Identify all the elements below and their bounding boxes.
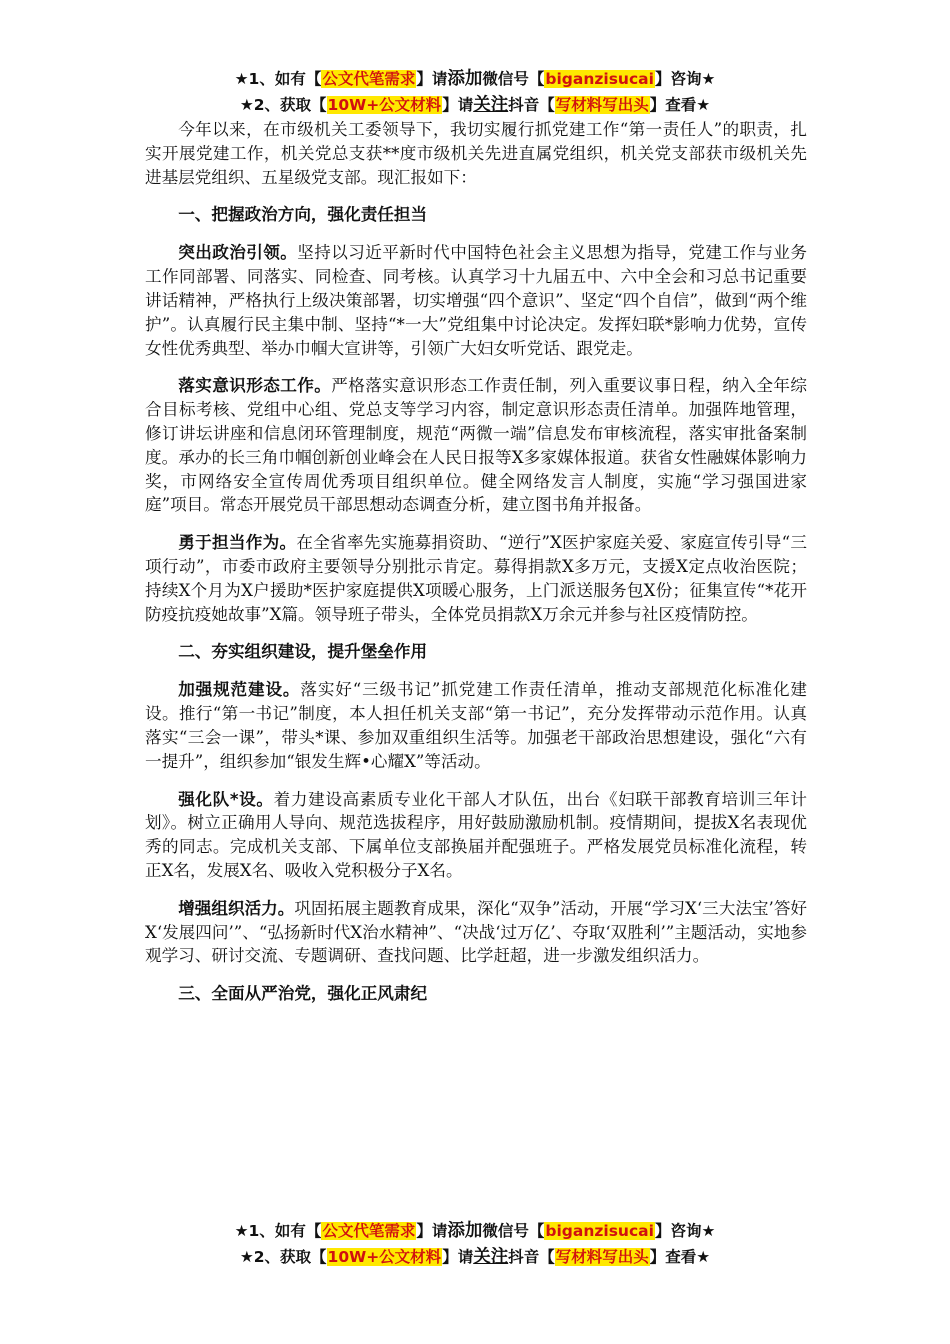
paragraph-lead: 强化队*设。 bbox=[178, 789, 274, 809]
banner-text: 】请 bbox=[416, 1222, 448, 1240]
paragraph-ideology-work bbox=[145, 374, 807, 517]
banner-text: ★1、如有【 bbox=[234, 70, 322, 88]
banner-line-2 bbox=[0, 1244, 950, 1270]
paragraph-text: 坚持以习近平新时代中国特色社会主义思想为指导，党建工作与业务工作同部署、同落实、同检查、同考核。认真学习十九届五中、六中全会和习总书记重要讲话精神，严格执行上级决策部署，切实增强“四个意识”、坚定“四个自信”，做到“两个维护”。认真履行民主集中制、坚持“*一大”党组集中讨论决定。发挥妇联*影响力优势，宣传女性优秀典型、举办巾帼大宣讲等，引领广大妇女听党话、跟党走。 bbox=[145, 243, 808, 358]
banner-line-1 bbox=[0, 1218, 950, 1244]
banner-line-2 bbox=[0, 92, 950, 118]
section-heading-1: 一、把握政治方向，强化责任担当 bbox=[178, 205, 428, 225]
banner-text: ★2、获取【 bbox=[239, 1248, 327, 1266]
banner-text: 】请 bbox=[442, 96, 474, 114]
intro-paragraph: 今年以来，在市级机关工委领导下，我切实履行抓党建工作“第一责任人”的职责，扎实开展党建工作，机关党总支获**度市级机关先进直属党组织，机关党支部获市级机关先进基层党组织、五星级党支部。现汇报如下： bbox=[145, 120, 807, 187]
banner-text: ★1、如有【 bbox=[234, 1222, 322, 1240]
banner-emphasis: 添加 bbox=[447, 1221, 483, 1241]
banner-text: 】请 bbox=[442, 1248, 474, 1266]
banner-emphasis: 关注 bbox=[473, 1247, 509, 1267]
banner-line-1 bbox=[0, 66, 950, 92]
highlight-service: 公文代笔需求 bbox=[322, 1222, 416, 1240]
paragraph-team-building bbox=[145, 788, 807, 883]
top-banner bbox=[0, 66, 950, 118]
paragraph-text: 巩固拓展主题教育成果，深化“双争”活动，开展“学习X‘三大法宝’答好X‘发展四问’”、“弘扬新时代X治水精神”、“决战‘过万亿’、夺取‘双胜利’”主题活动，实地参观学习、研讨交流、专题调研、查找问题、比学赶超，进一步激发组织活力。 bbox=[145, 898, 808, 966]
document-body bbox=[145, 118, 807, 1006]
highlight-douyin-account: 写材料写出头 bbox=[555, 96, 649, 114]
banner-text: 微信号【 bbox=[482, 1222, 545, 1240]
section-heading-3: 三、全面从严治党，强化正风肃纪 bbox=[178, 984, 428, 1004]
banner-text: 抖音【 bbox=[508, 1248, 555, 1266]
paragraph-text: 着力建设高素质专业化干部人才队伍，出台《妇联干部教育培训三年计划》。树立正确用人导向、规范选拔程序，用好鼓励激励机制。疫情期间，提拔X名表现优秀的同志。完成机关支部、下属单位支部换届并配强班子。严格发展党员标准化流程，转正X名，发展X名、吸收入党积极分子X名。 bbox=[145, 789, 808, 880]
paragraph-lead: 加强规范建设。 bbox=[178, 680, 301, 700]
paragraph-lead: 勇于担当作为。 bbox=[178, 533, 297, 553]
banner-text: 】咨询★ bbox=[654, 70, 716, 88]
paragraph-text: 严格落实意识形态工作责任制，列入重要议事日程，纳入全年综合目标考核、党组中心组、党总支等学习内容，制定意识形态责任清单。加强阵地管理，修订讲坛讲座和信息闭环管理制度，规范“两微一端”信息发布审核流程，落实审批备案制度。承办的长三角巾帼创新创业峰会在人民日报等X多家媒体报道。获省女性融媒体影响力奖，市网络安全宣传周优秀项目组织单位。健全网络发言人制度，实施“学习强国进家庭”项目。常态开展党员干部思想动态调查分析，建立图书角并报备。 bbox=[145, 376, 808, 515]
banner-text: 】查看★ bbox=[649, 96, 711, 114]
banner-emphasis: 关注 bbox=[473, 95, 509, 115]
highlight-douyin-account: 写材料写出头 bbox=[555, 1248, 649, 1266]
highlight-wechat-id: biganzisucai bbox=[545, 70, 654, 88]
highlight-materials: 10W+公文材料 bbox=[327, 1248, 442, 1266]
banner-text: 】请 bbox=[416, 70, 448, 88]
bottom-banner bbox=[0, 1218, 950, 1270]
paragraph-organization-vitality bbox=[145, 897, 807, 968]
banner-text: 】查看★ bbox=[649, 1248, 711, 1266]
paragraph-lead: 落实意识形态工作。 bbox=[178, 376, 332, 396]
paragraph-responsibility bbox=[145, 531, 807, 626]
banner-text: ★2、获取【 bbox=[239, 96, 327, 114]
highlight-materials: 10W+公文材料 bbox=[327, 96, 442, 114]
banner-text: 】咨询★ bbox=[654, 1222, 716, 1240]
paragraph-text: 在全省率先实施募捐资助、“逆行”X医护家庭关爱、家庭宣传引导“三项行动”，市委市政府主要领导分别批示肯定。募得捐款X多万元，支援X定点收治医院；持续X个月为X户援助*医护家庭提供X项暖心服务，上门派送服务包X份；征集宣传“*花开防疫抗疫她故事”X篇。领导班子带头，全体党员捐款X万余元并参与社区疫情防控。 bbox=[145, 533, 808, 624]
paragraph-political-guidance bbox=[145, 241, 807, 360]
banner-text: 抖音【 bbox=[508, 96, 555, 114]
section-heading-2: 二、夯实组织建设，提升堡垒作用 bbox=[178, 642, 428, 662]
banner-text: 微信号【 bbox=[482, 70, 545, 88]
paragraph-text: 落实好“三级书记”抓党建工作责任清单，推动支部规范化标准化建设。推行“第一书记”制度，本人担任机关支部“第一书记”，充分发挥带动示范作用。认真落实“三会一课”，带头*课、参加双重组织生活等。加强老干部政治思想建设，强化“六有一提升”，组织参加“银发生辉•心耀X”等活动。 bbox=[145, 680, 808, 771]
paragraph-lead: 增强组织活力。 bbox=[178, 898, 295, 918]
paragraph-standardization bbox=[145, 678, 807, 773]
banner-emphasis: 添加 bbox=[447, 69, 483, 89]
highlight-wechat-id: biganzisucai bbox=[545, 1222, 654, 1240]
paragraph-lead: 突出政治引领。 bbox=[178, 243, 298, 263]
highlight-service: 公文代笔需求 bbox=[322, 70, 416, 88]
